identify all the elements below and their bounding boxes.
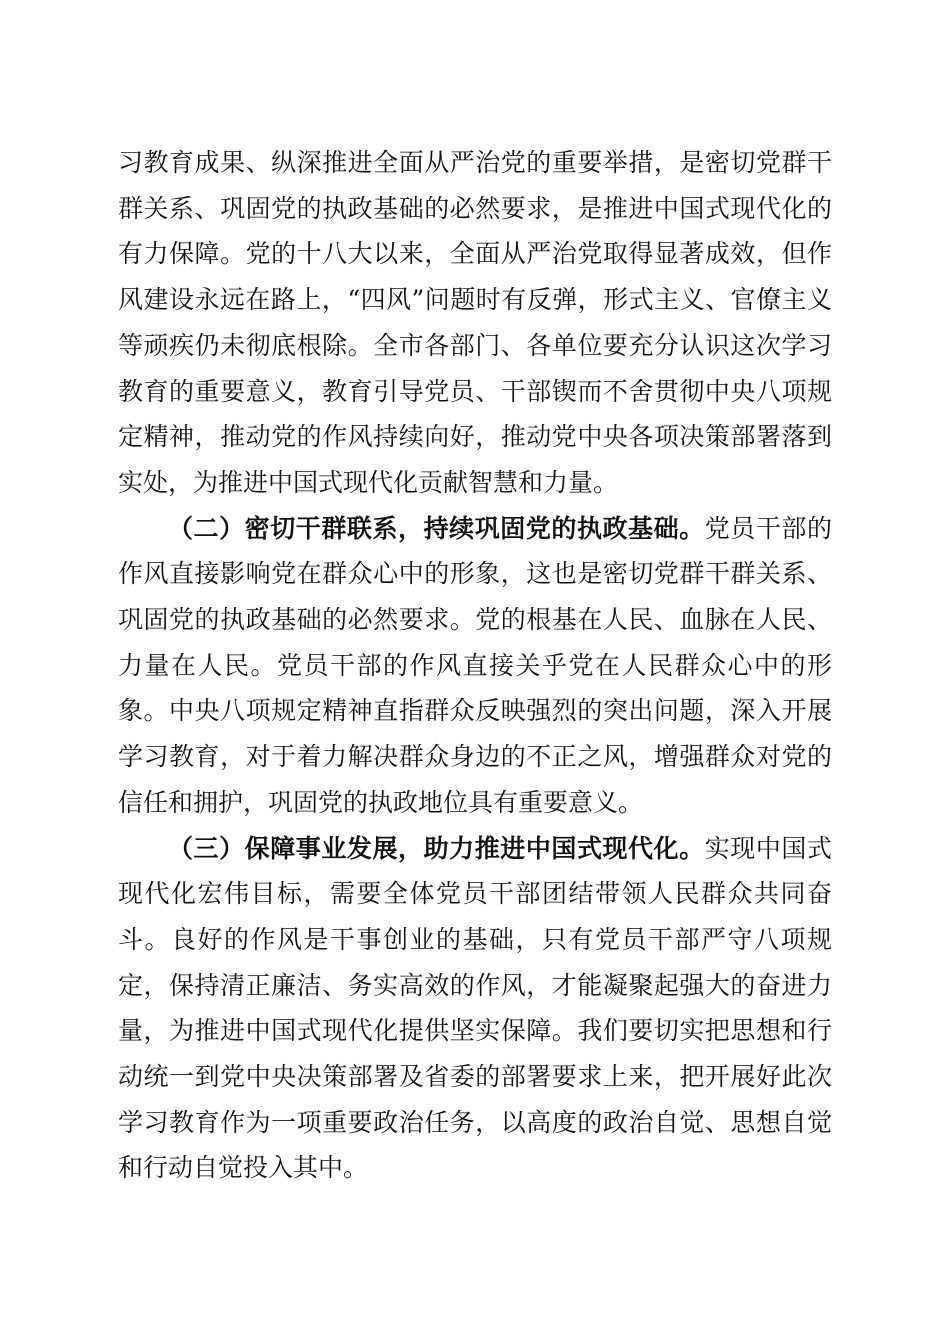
paragraph-text: 党员干部的作风直接影响党在群众心中的形象，这也是密切党群干群关系、巩固党的执政基础的必然要求。党的根基在人民、血脉在人民、力量在人民。党员干部的作风直接关乎党在人民群众心中的形象。中央八项规定精神直指群众反映强烈的突出问题，深入开展学习教育，对于着力解决群众身边的不正之风，增强群众对党的信任和拥护，巩固党的执政地位具有重要意义。 xyxy=(118,513,832,817)
paragraph-text: 习教育成果、纵深推进全面从严治党的重要举措，是密切党群干群关系、巩固党的执政基础的必然要求，是推进中国式现代化的有力保障。党的十八大以来，全面从严治党取得显著成效，但作风建设永远在路上，“四风”问题时有反弹，形式主义、官僚主义等顽疾仍未彻底根除。全市各部门、各单位要充分认识这次学习教育的重要意义，教育引导党员、干部锲而不舍贯彻中央八项规定精神，推动党的作风持续向好，推动党中央各项决策部署落到实处，为推进中国式现代化贡献智慧和力量。 xyxy=(118,148,832,497)
document-body xyxy=(118,140,832,1191)
paragraph-section-3 xyxy=(118,826,832,1192)
paragraph-text: 实现中国式现代化宏伟目标，需要全体党员干部团结带领人民群众共同奋斗。良好的作风是干事创业的基础，只有党员干部严守八项规定，保持清正廉洁、务实高效的作风，才能凝聚起强大的奋进力量，为推进中国式现代化提供坚实保障。我们要切实把思想和行动统一到党中央决策部署及省委的部署要求上来，把开展好此次学习教育作为一项重要政治任务，以高度的政治自觉、思想自觉和行动自觉投入其中。 xyxy=(118,833,832,1183)
section-heading-3: （三）保障事业发展，助力推进中国式现代化。 xyxy=(168,833,705,863)
section-heading-2: （二）密切干群联系，持续巩固党的执政基础。 xyxy=(168,513,705,543)
paragraph-section-2 xyxy=(118,506,832,826)
paragraph-continuation xyxy=(118,140,832,506)
